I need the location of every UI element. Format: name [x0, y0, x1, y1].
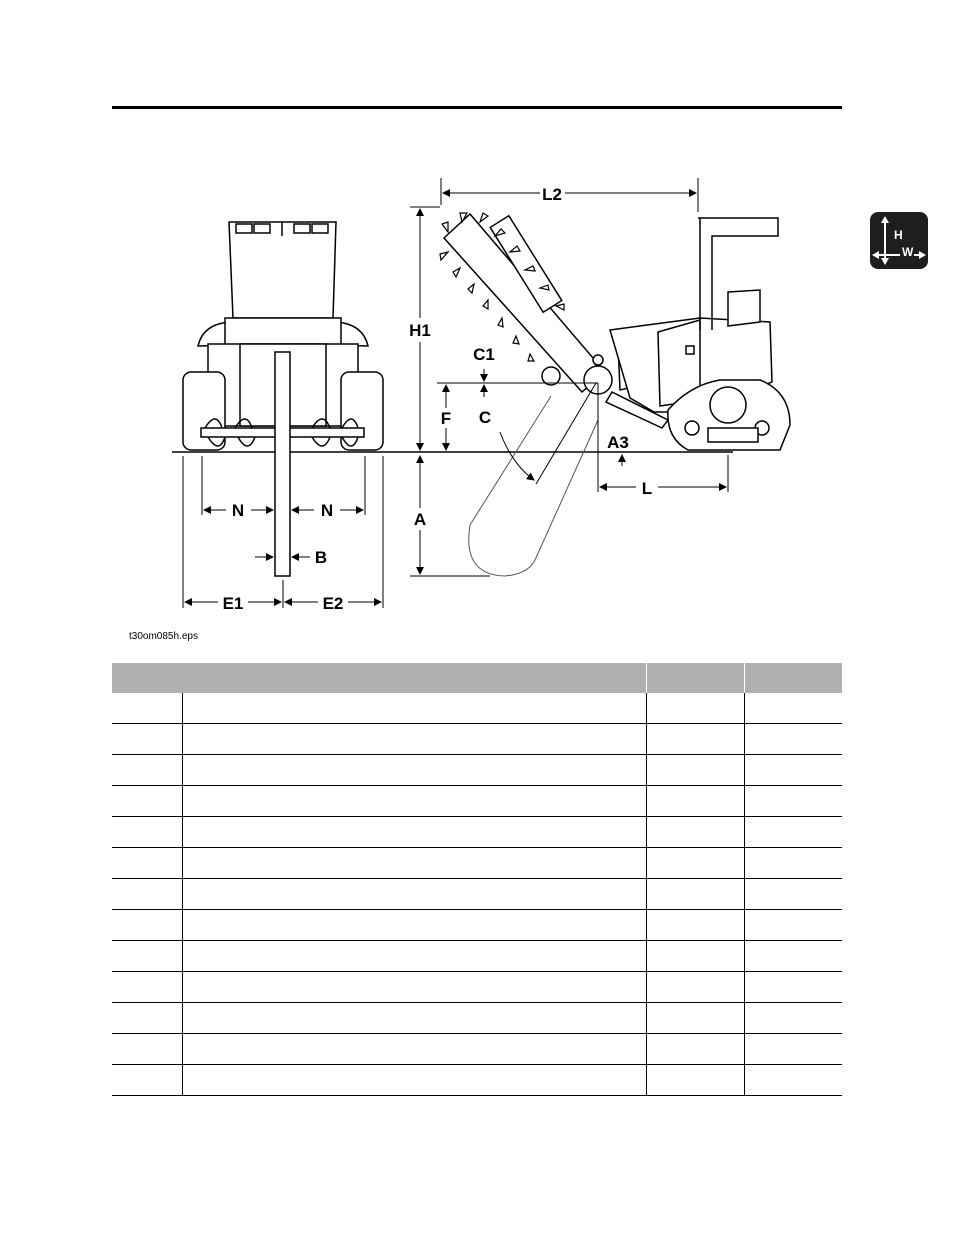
dim-label-c: C — [478, 408, 492, 427]
table-cell — [182, 1003, 646, 1034]
table-cell — [182, 693, 646, 724]
table-cell — [112, 910, 182, 941]
table-header-cell — [112, 663, 646, 693]
table-cell — [744, 972, 842, 1003]
table-row — [112, 972, 842, 1003]
table-row — [112, 817, 842, 848]
front-view — [183, 222, 383, 576]
table-cell — [646, 941, 744, 972]
table-cell — [112, 848, 182, 879]
table-cell — [646, 786, 744, 817]
table-row — [112, 879, 842, 910]
figure-caption: t30om085h.eps — [129, 631, 198, 642]
table-cell — [646, 755, 744, 786]
table-cell — [744, 848, 842, 879]
table-cell — [182, 972, 646, 1003]
table-cell — [744, 724, 842, 755]
table-cell — [182, 1034, 646, 1065]
table-cell — [182, 817, 646, 848]
table-cell — [182, 879, 646, 910]
table-cell — [182, 786, 646, 817]
table-row — [112, 1003, 842, 1034]
table-cell — [744, 910, 842, 941]
table-header-row — [112, 663, 842, 693]
dim-label-e1: E1 — [222, 594, 244, 613]
table-cell — [112, 693, 182, 724]
table-cell — [112, 786, 182, 817]
table-cell — [182, 910, 646, 941]
table-cell — [112, 972, 182, 1003]
table-row — [112, 1034, 842, 1065]
table-cell — [646, 972, 744, 1003]
dim-label-b: B — [314, 548, 328, 567]
table-cell — [112, 817, 182, 848]
table-cell — [744, 879, 842, 910]
table-cell — [182, 941, 646, 972]
table-cell — [744, 693, 842, 724]
table-row — [112, 693, 842, 724]
table-cell — [112, 755, 182, 786]
table-cell — [112, 1065, 182, 1096]
table-cell — [182, 1065, 646, 1096]
table-row — [112, 755, 842, 786]
table-row — [112, 848, 842, 879]
height-label: H — [894, 228, 903, 242]
table-cell — [112, 879, 182, 910]
table-cell — [744, 941, 842, 972]
specification-table — [112, 663, 842, 1096]
table-cell — [646, 724, 744, 755]
table-cell — [646, 879, 744, 910]
table-cell — [646, 693, 744, 724]
table-row — [112, 1065, 842, 1096]
table-cell — [182, 848, 646, 879]
table-cell — [744, 1003, 842, 1034]
dim-label-c1: C1 — [473, 345, 495, 364]
table-row — [112, 910, 842, 941]
dim-label-a3: A3 — [607, 433, 629, 452]
table-cell — [646, 1065, 744, 1096]
table-cell — [182, 724, 646, 755]
table-cell — [744, 817, 842, 848]
dim-label-l2: L2 — [542, 185, 562, 204]
width-label: W — [902, 245, 914, 259]
dim-label-f: F — [440, 409, 452, 428]
table-cell — [646, 1003, 744, 1034]
table-cell — [646, 1034, 744, 1065]
table-cell — [646, 910, 744, 941]
table-cell — [646, 848, 744, 879]
table-header-cell — [744, 663, 842, 693]
dim-label-n-left: N — [231, 501, 245, 520]
table-cell — [744, 1065, 842, 1096]
table-header-cell — [646, 663, 744, 693]
table-row — [112, 724, 842, 755]
side-view — [440, 213, 790, 576]
dim-label-n-right: N — [320, 501, 334, 520]
table-cell — [112, 1003, 182, 1034]
dim-label-l: L — [641, 479, 653, 498]
table-cell — [112, 724, 182, 755]
dim-label-a: A — [413, 510, 427, 529]
dim-label-e2: E2 — [322, 594, 344, 613]
table-body — [112, 693, 842, 1096]
table-cell — [646, 817, 744, 848]
table-cell — [182, 755, 646, 786]
table-row — [112, 786, 842, 817]
table-cell — [744, 1034, 842, 1065]
table-cell — [112, 1034, 182, 1065]
table-cell — [744, 755, 842, 786]
table-row — [112, 941, 842, 972]
table-cell — [744, 786, 842, 817]
table-cell — [112, 941, 182, 972]
dim-label-h1: H1 — [409, 321, 431, 340]
